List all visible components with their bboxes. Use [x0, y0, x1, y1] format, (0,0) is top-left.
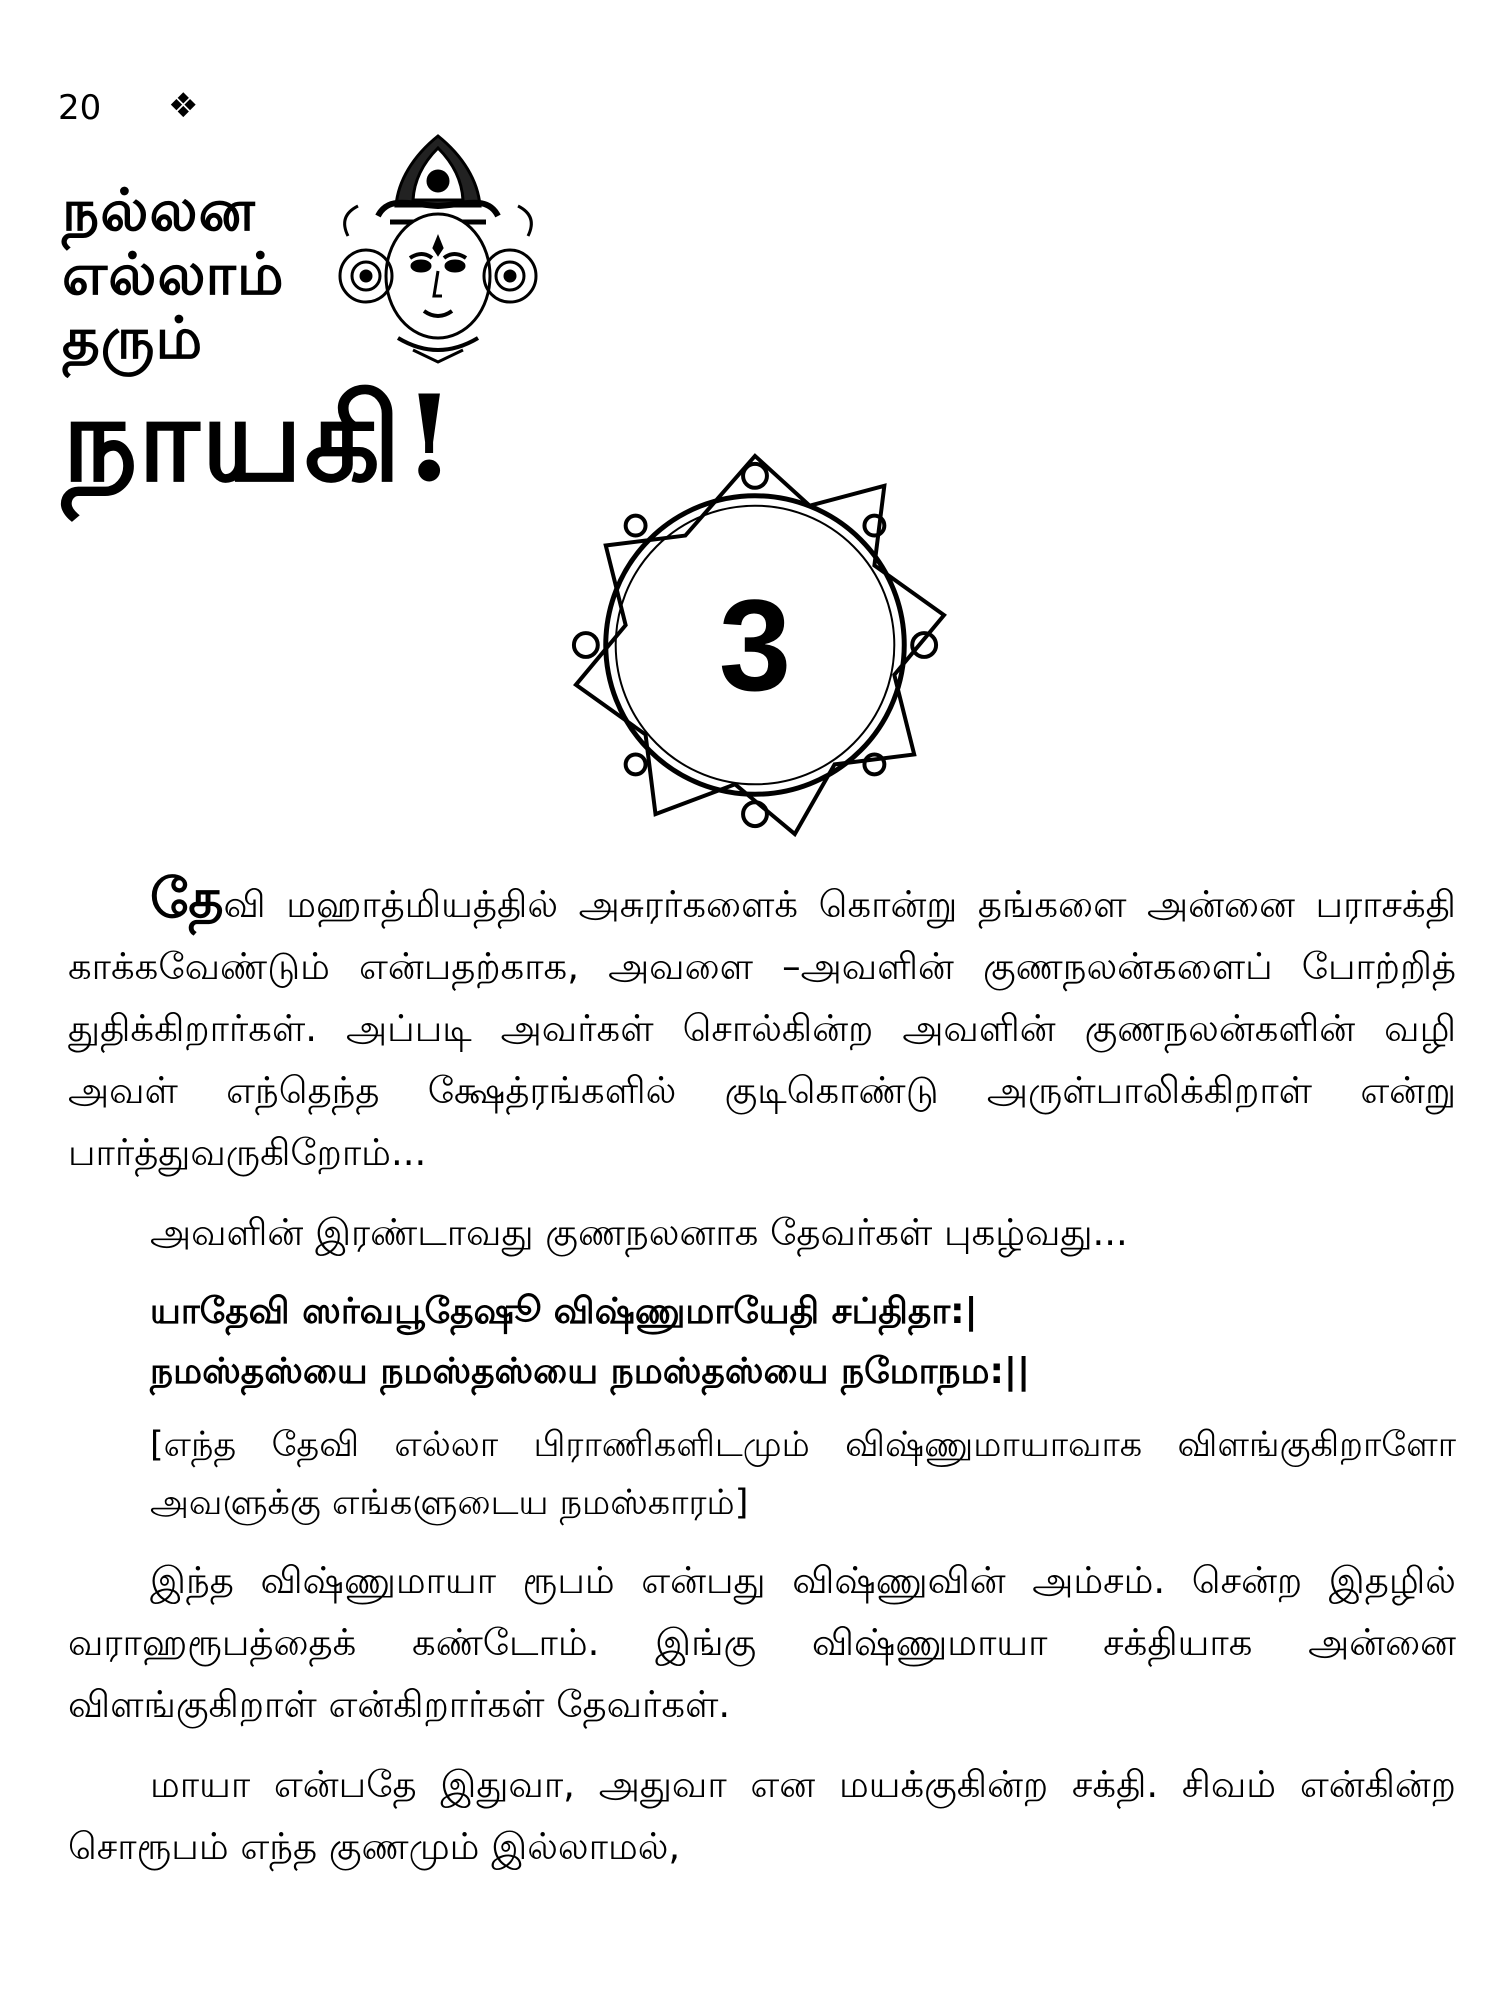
page-number: 20 [58, 88, 102, 128]
title-line-2: எல்லாம் [62, 240, 285, 308]
paragraph-1 [68, 868, 1456, 1184]
sloka-verse [150, 1282, 1456, 1402]
paragraph-4: மாயா என்பதே இதுவா, அதுவா என மயக்குகின்ற சக்தி. சிவம் என்கின்ற சொரூபம் எந்த குணமும் இல்லாமல், [68, 1763, 1456, 1868]
goddess-face-illustration [318, 126, 558, 366]
title-line-1: நல்லன [62, 176, 256, 244]
paragraph-2: அவளின் இரண்டாவது குணநலனாக தேவர்கள் புகழ்வது... [150, 1211, 1128, 1254]
sloka-line-2: நமஸ்தஸ்யை நமஸ்தஸ்யை நமஸ்தஸ்யை நமோநம:|| [150, 1351, 1031, 1392]
drop-cap-word: தே [150, 867, 224, 930]
title-main-word: நாயகி! [62, 369, 458, 508]
sloka-line-1: யாதேவி ஸர்வபூதேஷூ விஷ்ணுமாயேதி சப்திதா:| [150, 1291, 978, 1332]
paragraph-1-text: வி மஹாத்மியத்தில் அசுரர்களைக் கொன்று தங்களை அன்னை பராசக்தி காக்கவேண்டும் என்பதற்காக, அவளை –அவளின் குணநலன்களைப் போற்றித் துதிக்கிறார்கள். அப்படி அவர்கள் சொல்கின்ற அவளின் குணநலன்களின் வழி அவள் எந்தெந்த க்ஷேத்ரங்களில் குடிகொண்டு அருள்பாலிக்கிறாள் என்று பார்த்துவருகிறோம்... [68, 883, 1456, 1174]
diamond-ornament-icon: ❖ [168, 86, 199, 126]
sloka-translation: [எந்த தேவி எல்லா பிராணிகளிடமும் விஷ்ணுமாயாவாக விளங்குகிறாளோ அவளுக்கு எங்களுடைய நமஸ்காரம்] [150, 1425, 1456, 1523]
title-line-3: தரும் [62, 304, 204, 372]
article-body [68, 868, 1456, 1896]
chapter-number: 3 [718, 572, 792, 718]
paragraph-3: இந்த விஷ்ணுமாயா ரூபம் என்பது விஷ்ணுவின் அம்சம். சென்ற இதழில் வராஹரூபத்தைக் கண்டோம். இங்கு விஷ்ணுமாயா சக்தியாக அன்னை விளங்குகிறாள் என்கிறார்கள் தேவர்கள். [68, 1559, 1456, 1726]
